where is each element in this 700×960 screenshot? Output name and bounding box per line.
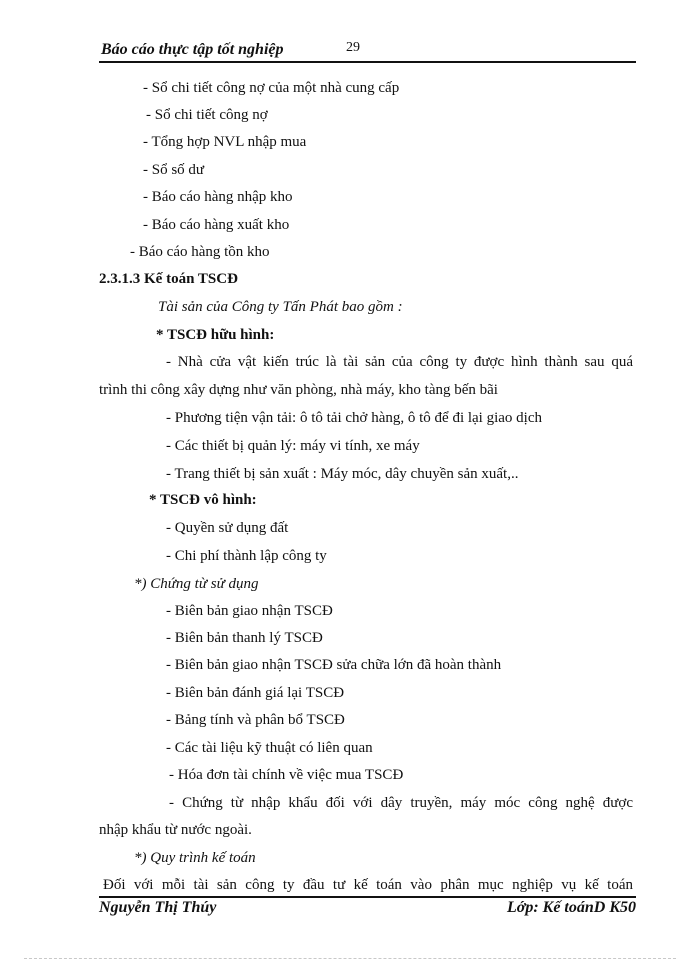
intangible-heading: * TSCĐ vô hình:	[149, 492, 257, 508]
list-item: - Quyền sử dụng đất	[166, 520, 289, 536]
paragraph-line: nhập khẩu từ nước ngoài.	[99, 822, 252, 838]
paragraph-line: trình thi công xây dựng như văn phòng, nhà máy, kho tàng bến bãi	[99, 382, 498, 398]
list-item: - Hóa đơn tài chính về việc mua TSCĐ	[169, 767, 404, 783]
list-item: - Phương tiện vận tải: ô tô tải chở hàng, ô tô để đi lại giao dịch	[166, 410, 543, 426]
list-item: - Biên bản giao nhận TSCĐ sửa chữa lớn đã hoàn thành	[166, 657, 502, 673]
list-item: - Biên bản giao nhận TSCĐ	[166, 603, 333, 619]
page-break-line	[24, 958, 676, 959]
list-item: - Chi phí thành lập công ty	[166, 548, 327, 564]
header-divider	[99, 61, 636, 63]
tangible-heading: * TSCĐ hữu hình:	[156, 327, 275, 343]
footer-class: Lớp: Kế toánD K50	[506, 899, 636, 916]
process-heading: *) Quy trình kế toán	[134, 850, 256, 866]
section-heading: 2.3.1.3 Kế toán TSCĐ	[99, 271, 238, 287]
list-item: - Các thiết bị quản lý: máy vi tính, xe máy	[166, 438, 420, 454]
list-item: - Sổ chi tiết công nợ của một nhà cung cấp	[143, 80, 400, 96]
paragraph-line: - Nhà cửa vật kiến trúc là tài sản của công ty được hình thành sau quá	[166, 354, 633, 370]
list-item: - Biên bản đánh giá lại TSCĐ	[166, 685, 345, 701]
footer-divider	[99, 896, 636, 898]
paragraph-line: - Chứng từ nhập khẩu đối với dây truyền, máy móc công nghệ được	[169, 795, 633, 811]
list-item: - Biên bản thanh lý TSCĐ	[166, 630, 323, 646]
paragraph-line: Đối với mỗi tài sản công ty đầu tư kế toán vào phân mục nghiệp vụ kế toán	[103, 877, 633, 893]
footer-author: Nguyễn Thị Thúy	[99, 899, 217, 916]
page-number: 29	[346, 40, 360, 55]
intro-text: Tài sản của Công ty Tấn Phát bao gồm :	[158, 299, 403, 315]
list-item: - Báo cáo hàng tồn kho	[130, 244, 270, 260]
list-item: - Bảng tính và phân bổ TSCĐ	[166, 712, 345, 728]
documents-heading: *) Chứng từ sử dụng	[134, 576, 259, 592]
list-item: - Các tài liệu kỹ thuật có liên quan	[166, 740, 373, 756]
list-item: - Sổ số dư	[143, 162, 205, 178]
list-item: - Tổng hợp NVL nhập mua	[143, 134, 307, 150]
list-item: - Trang thiết bị sản xuất : Máy móc, dây chuyền sản xuất,..	[166, 466, 519, 482]
header-title: Báo cáo thực tập tốt nghiệp	[101, 41, 284, 58]
list-item: - Báo cáo hàng xuất kho	[143, 217, 290, 233]
list-item: - Sổ chi tiết công nợ	[146, 107, 268, 123]
list-item: - Báo cáo hàng nhập kho	[143, 189, 293, 205]
